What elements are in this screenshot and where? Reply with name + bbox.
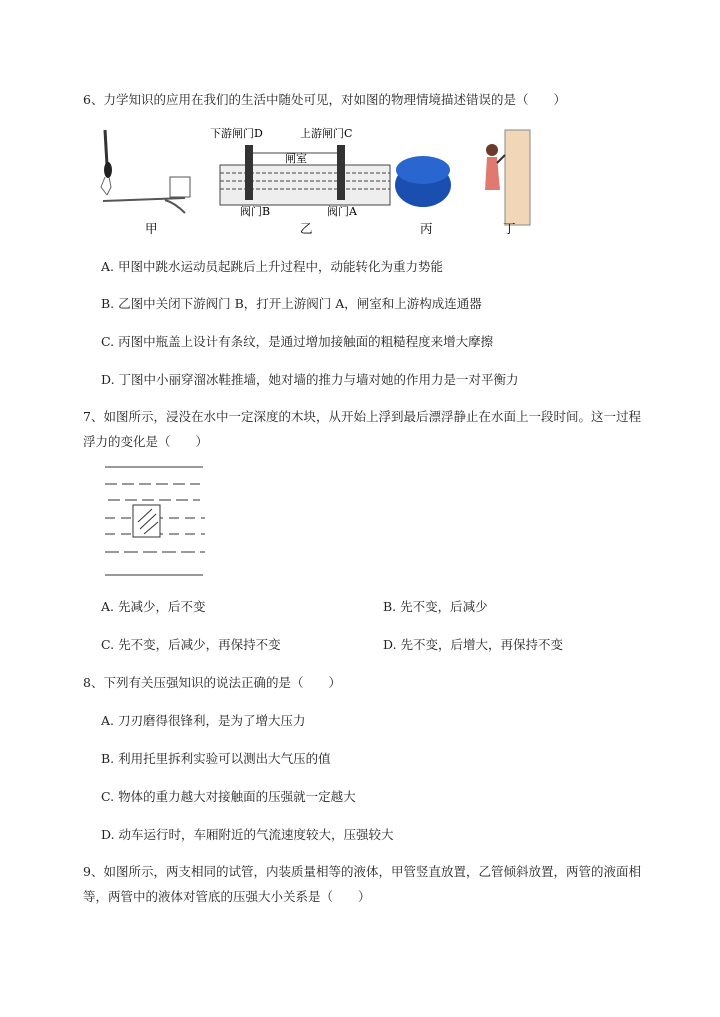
q8-option-b[interactable]: B. 利用托里拆利实验可以测出大气压的值 [101,751,331,766]
girl-pushing-wall-figure [485,130,530,225]
q9-stem-line1: 9、如图所示，两支相同的试管，内装质量相等的液体，甲管竖直放置，乙管倾斜放置，两管的液面相 [83,864,641,879]
q6-option-b[interactable]: B. 乙图中关闭下游阀门 B，打开上游阀门 A，闸室和上游构成连通器 [101,296,482,311]
q7-option-c[interactable]: C. 先不变，后减少，再保持不变 [101,637,281,652]
bottle-cap-figure [395,156,451,207]
q8-option-a[interactable]: A. 刀刃磨得很锋利，是为了增大压力 [101,713,306,728]
q6-option-a[interactable]: A. 甲图中跳水运动员起跳后上升过程中，动能转化为重力势能 [101,259,443,274]
q7-stem-line2: 浮力的变化是（ ） [83,434,209,449]
svg-text:乙: 乙 [300,221,313,236]
q7-stem-line1: 7、如图所示，浸没在水中一定深度的木块，从开始上浮到最后漂浮静止在水面上一段时间。这一过程 [83,409,641,424]
svg-text:丁: 丁 [503,221,516,236]
svg-text:闸室: 闸室 [285,152,307,165]
q6-stem: 6、力学知识的应用在我们的生活中随处可见，对如图的物理情境描述错误的是（ ） [83,92,566,107]
q7-water-block-figure [100,462,210,582]
q6-figure [95,125,535,237]
q7-option-d[interactable]: D. 先不变，后增大，再保持不变 [383,637,564,652]
svg-text:上游闸门C: 上游闸门C [300,127,353,140]
svg-text:甲: 甲 [145,221,158,236]
diver-figure [101,130,190,213]
q6-option-d[interactable]: D. 丁图中小丽穿溜冰鞋推墙，她对墙的推力与墙对她的作用力是一对平衡力 [101,372,519,387]
svg-text:丙: 丙 [420,221,433,236]
q6-option-c[interactable]: C. 丙图中瓶盖上设计有条纹，是通过增加接触面的粗糙程度来增大摩擦 [101,334,494,349]
svg-text:阀门B: 阀门B [240,205,271,218]
q8-stem: 8、下列有关压强知识的说法正确的是（ ） [83,675,341,690]
q7-option-a[interactable]: A. 先减少，后不变 [101,599,206,614]
q9-stem-line2: 等，两管中的液体对管底的压强大小关系是（ ） [83,889,371,904]
svg-text:阀门A: 阀门A [327,205,357,218]
q7-option-b[interactable]: B. 先不变，后减少 [383,599,488,614]
q8-option-c[interactable]: C. 物体的重力越大对接触面的压强就一定越大 [101,789,356,804]
svg-text:下游闸门D: 下游闸门D [210,127,263,140]
q8-option-d[interactable]: D. 动车运行时，车厢附近的气流速度较大，压强较大 [101,827,394,842]
lock-figure [210,126,390,218]
